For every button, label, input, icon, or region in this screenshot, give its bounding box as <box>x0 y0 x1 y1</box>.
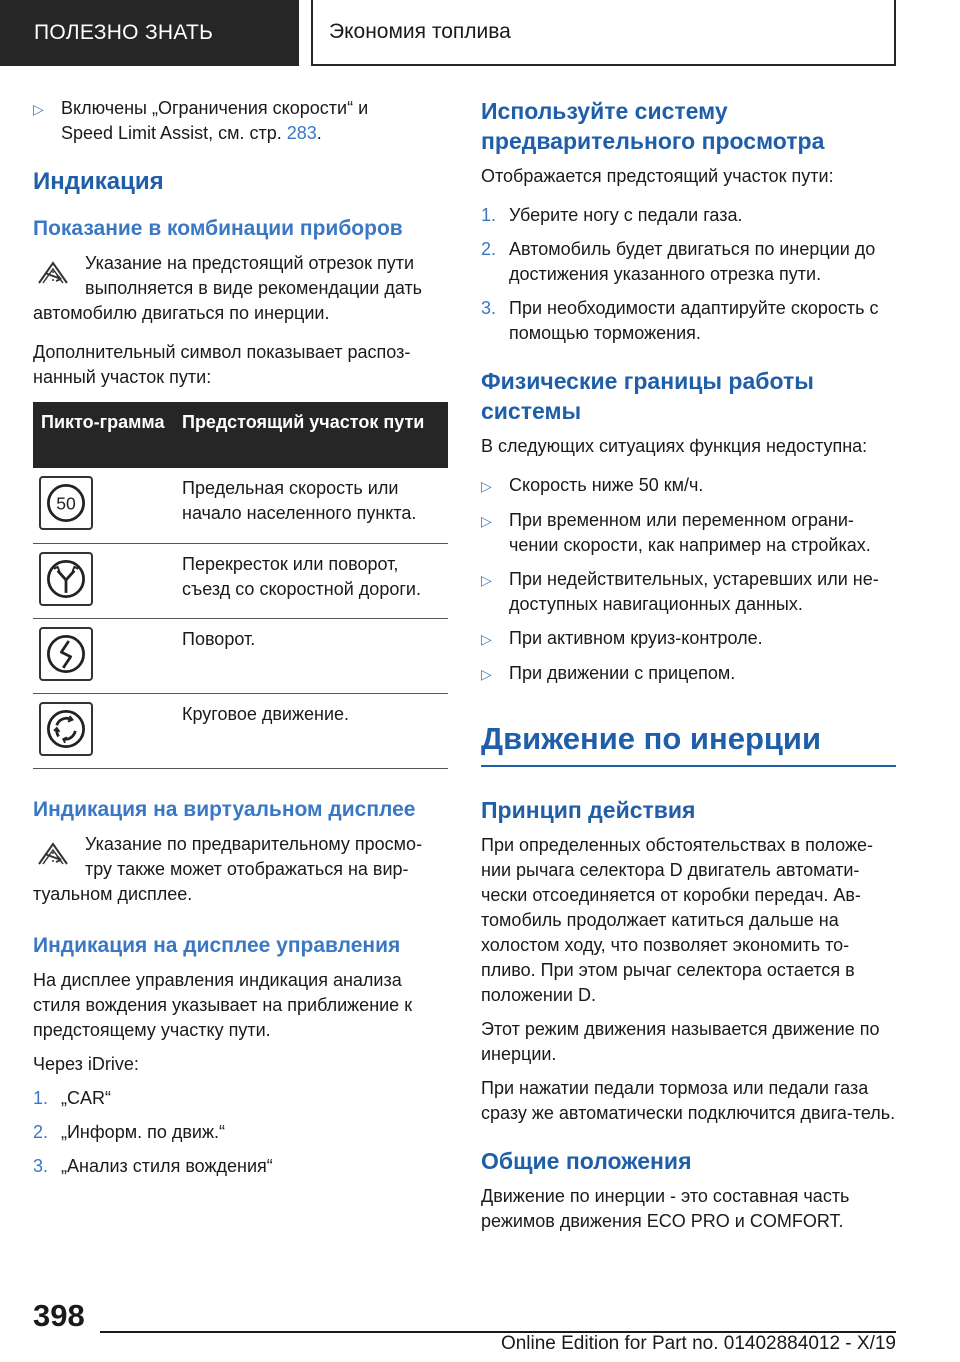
list-item: 3. „Анализ стиля вождения“ <box>33 1155 273 1176</box>
heading-instrument-cluster: Показание в комбинации приборов <box>33 217 403 240</box>
pictogram-table <box>33 402 448 769</box>
list-item: ▷ При недействительных, устаревших или не-доступных навигационных данных. <box>481 567 896 617</box>
list-item: ▷ При временном или переменном ограни-чении скорости, как например на стройках. <box>481 508 896 558</box>
list-item: ▷ Включены „Ограничения скорости“ и Speed Limit Assist, см. стр. 283. <box>33 96 448 146</box>
column-header: Предстоящий участок пути <box>174 402 448 468</box>
paragraph: Движение по инерции - это составная часть режимов движения ECO PRO и COMFORT. <box>481 1186 850 1231</box>
row-text: Круговое движение. <box>174 693 448 768</box>
paragraph: Дополнительный символ показывает распоз-нанный участок пути: <box>33 342 411 387</box>
table-row <box>33 468 448 543</box>
triangle-bullet-icon: ▷ <box>481 478 492 494</box>
paragraph: При нажатии педали тормоза или педали газа сразу же автоматически подключится двига-тель. <box>481 1078 896 1123</box>
heading-use-system: Используйте систему предварительного просмотра <box>481 98 825 154</box>
heading-control-display: Индикация на дисплее управления <box>33 933 401 957</box>
list-item: 2. „Информ. по движ.“ <box>33 1121 225 1142</box>
triangle-bullet-icon: ▷ <box>481 572 492 588</box>
note-block <box>33 251 448 326</box>
paragraph: Отображается предстоящий участок пути: <box>481 166 834 186</box>
heading-principle: Принцип действия <box>481 797 696 823</box>
chapter-title: Экономия топлива <box>311 0 896 66</box>
list-item: ▷ При движении с прицепом. <box>481 661 896 687</box>
note-block <box>33 832 448 907</box>
right-column <box>481 96 896 1243</box>
triangle-bullet-icon: ▷ <box>481 666 492 682</box>
row-text: Перекресток или поворот, съезд со скоростной дороги. <box>174 543 448 618</box>
table-header <box>33 402 448 468</box>
list-item: ▷ При активном круиз-контроле. <box>481 626 896 652</box>
row-text: Поворот. <box>174 618 448 693</box>
heading-general: Общие положения <box>481 1148 692 1174</box>
note-text: Указание по предварительному просмо-тру также может отображаться на вир-туальном дисплее. <box>33 833 423 904</box>
svg-text:50: 50 <box>56 493 76 514</box>
table-row <box>33 543 448 618</box>
edition-note: Online Edition for Part no. 01402884012 - X/19 <box>500 1333 896 1354</box>
speed-limit-50-icon <box>39 476 93 530</box>
row-text: Предельная скорость или начало населенного пункта. <box>174 468 448 543</box>
paragraph: На дисплее управления индикация анализа стиля вождения указывает на приближение к предстоящему участку пути. <box>33 969 413 1040</box>
page-link[interactable]: 283 <box>286 123 317 143</box>
heading-indication: Индикация <box>33 168 164 195</box>
paragraph: В следующих ситуациях функция недоступна: <box>481 436 868 456</box>
curve-icon <box>39 627 93 681</box>
intersection-icon <box>39 552 93 606</box>
coasting-hint-icon <box>33 834 73 874</box>
triangle-bullet-icon: ▷ <box>481 513 492 529</box>
list-item: 1. Уберите ногу с педали газа. <box>481 205 743 225</box>
paragraph: Этот режим движения называется движение по инерции. <box>481 1019 880 1064</box>
paragraph: При определенных обстоятельствах в положе-нии рычага селектора D двигатель автомати-чески отсоединяется от коробки передач. Ав-томобиль продолжает катиться дальше на холостом ходу, что позволяет экономить то-пливо. При этом рычаг селектора остается в положении D. <box>481 835 873 1005</box>
note-text: Указание на предстоящий отрезок пути выполняется в виде рекомендации дать автомобилю двигаться по инерции. <box>33 253 423 323</box>
column-header: Пикто-грамма <box>33 402 174 468</box>
list-item: 3. При необходимости адаптируйте скорость с помощью торможения. <box>481 298 879 343</box>
heading-virtual-display: Индикация на виртуальном дисплее <box>33 797 416 821</box>
list-item: 1. „CAR“ <box>33 1087 111 1108</box>
coasting-hint-icon <box>33 253 73 293</box>
roundabout-icon <box>39 702 93 756</box>
left-column <box>33 96 448 1188</box>
list-item: 2. Автомобиль будет двигаться по инерции до достижения указанного отрезка пути. <box>481 239 876 284</box>
table-row <box>33 693 448 768</box>
page-header <box>0 0 960 66</box>
paragraph: Через iDrive: <box>33 1053 139 1074</box>
heading-limits: Физические границы работы системы <box>481 368 814 424</box>
table-row <box>33 618 448 693</box>
triangle-bullet-icon: ▷ <box>481 631 492 647</box>
list-item: ▷ Скорость ниже 50 км/ч. <box>481 473 896 499</box>
page-number: 398 <box>33 1298 85 1333</box>
triangle-bullet-icon: ▷ <box>33 101 44 117</box>
heading-coasting: Движение по инерции <box>481 721 896 767</box>
section-tab: ПОЛЕЗНО ЗНАТЬ <box>0 0 299 66</box>
